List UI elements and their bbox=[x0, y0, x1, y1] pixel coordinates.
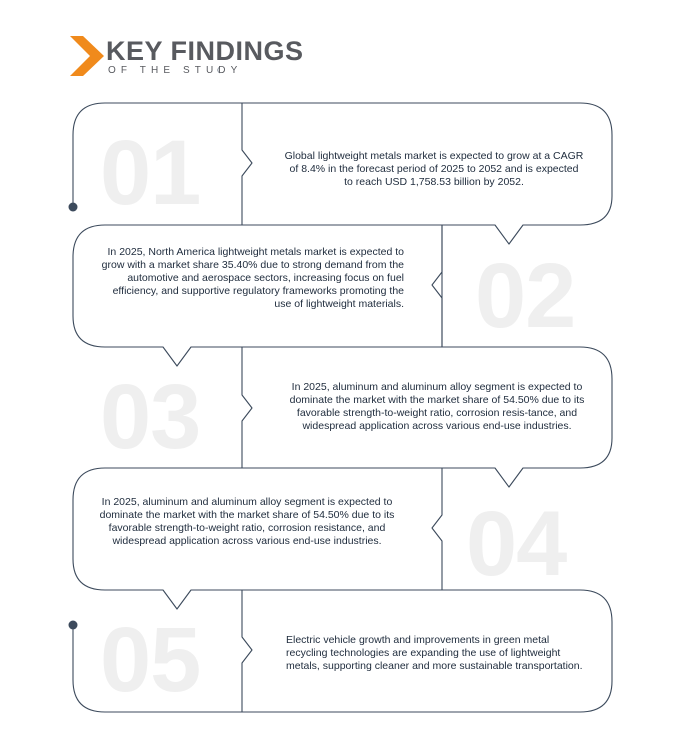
finding-number-5: 05 bbox=[100, 609, 201, 711]
finding-text-3: In 2025, aluminum and aluminum alloy segment is expected to dominate the market with the market share of 54.50% due to its favorable strength-to-weight ratio, corrosion resis-tance, and widespread application across various end-use industries. bbox=[289, 381, 585, 432]
finding-text-2: In 2025, North America lightweight metals market is expected to grow with a market share 35.40% due to strong demand from the automotive and aerospace sectors, increasing focus on fuel efficiency, and supportive regulatory frameworks promoting the use of lightweight materials. bbox=[101, 246, 404, 310]
divider-1 bbox=[242, 103, 252, 225]
finding-text-4: In 2025, aluminum and aluminum alloy segment is expected to dominate the market with the market share of 54.50% due to its favorable strength-to-weight ratio, corrosion resistance, and widespread application across various end-use industries. bbox=[99, 496, 395, 547]
finding-text-5: Electric vehicle growth and improvements in green metal recycling technologies are expanding the use of lightweight metals, supporting cleaner and more sustainable transportation. bbox=[286, 634, 583, 672]
divider-5 bbox=[242, 590, 252, 712]
finding-text-1: Global lightweight metals market is expected to grow at a CAGR of 8.4% in the forecast period of 2025 to 2052 and is expected to reach USD 1,758.53 billion by 2052. bbox=[284, 150, 584, 188]
page-title: KEY FINDINGS bbox=[106, 36, 304, 66]
finding-number-3: 03 bbox=[100, 366, 201, 468]
finding-number-2: 02 bbox=[475, 245, 576, 347]
finding-box-3 bbox=[242, 347, 252, 468]
timeline-dot-top bbox=[69, 203, 78, 212]
finding-number-1: 01 bbox=[100, 122, 201, 224]
divider-2 bbox=[432, 225, 442, 347]
finding-number-4: 04 bbox=[466, 493, 567, 595]
divider-4 bbox=[432, 468, 442, 590]
timeline-dot-bottom bbox=[69, 621, 78, 630]
page-subtitle: OF THE STUDY bbox=[108, 65, 243, 76]
